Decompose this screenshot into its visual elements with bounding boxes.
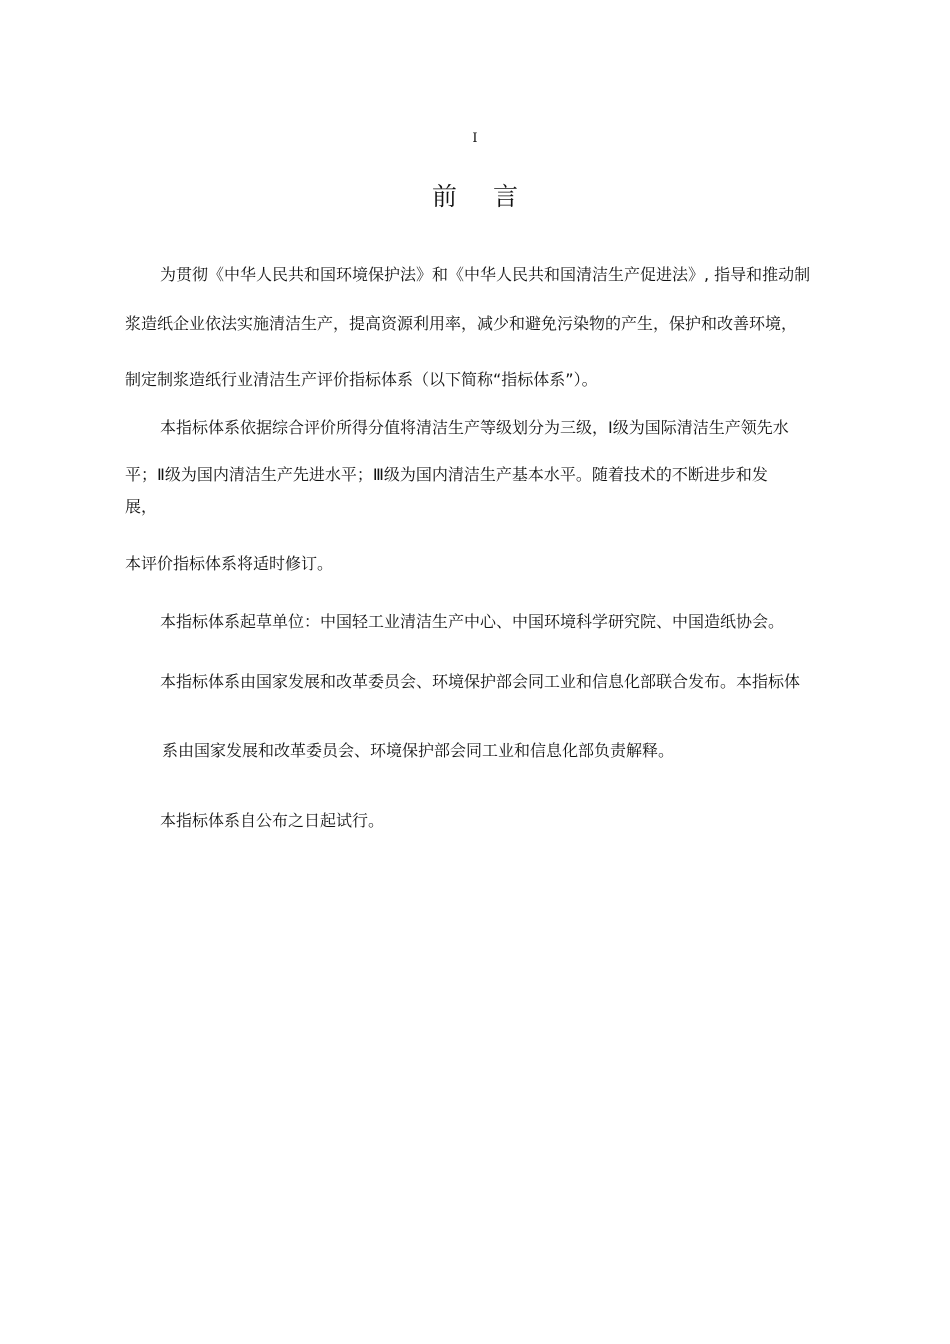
paragraph-line: 本指标体系由国家发展和改革委员会、环境保护部会同工业和信息化部联合发布。本指标体: [160, 672, 801, 691]
paragraph-line: 制定制浆造纸行业清洁生产评价指标体系（以下简称“指标体系”）。: [125, 370, 598, 389]
paragraph-line: 本指标体系起草单位：中国轻工业清洁生产中心、中国环境科学研究院、中国造纸协会。: [160, 612, 785, 631]
paragraph-line: 浆造纸企业依法实施清洁生产，提高资源利用率，减少和避免污染物的产生，保护和改善环境，: [125, 314, 798, 333]
paragraph-line: 本评价指标体系将适时修订。: [125, 554, 334, 573]
paragraph-line: 本指标体系依据综合评价所得分值将清洁生产等级划分为三级，Ⅰ级为国际清洁生产领先水: [160, 418, 789, 437]
paragraph-line: 为贯彻《中华人民共和国环境保护法》和《中华人民共和国清洁生产促进法》, 指导和推动制: [160, 265, 811, 284]
paragraph-line: 系由国家发展和改革委员会、环境保护部会同工业和信息化部负责解释。: [162, 741, 675, 760]
page-number: I: [472, 131, 478, 146]
page-title: 前 言: [432, 182, 532, 211]
paragraph-line: 平；Ⅱ级为国内清洁生产先进水平；Ⅲ级为国内清洁生产基本水平。随着技术的不断进步和发: [125, 465, 768, 484]
paragraph-line: 展，: [125, 497, 158, 516]
paragraph-line: 本指标体系自公布之日起试行。: [160, 811, 385, 830]
